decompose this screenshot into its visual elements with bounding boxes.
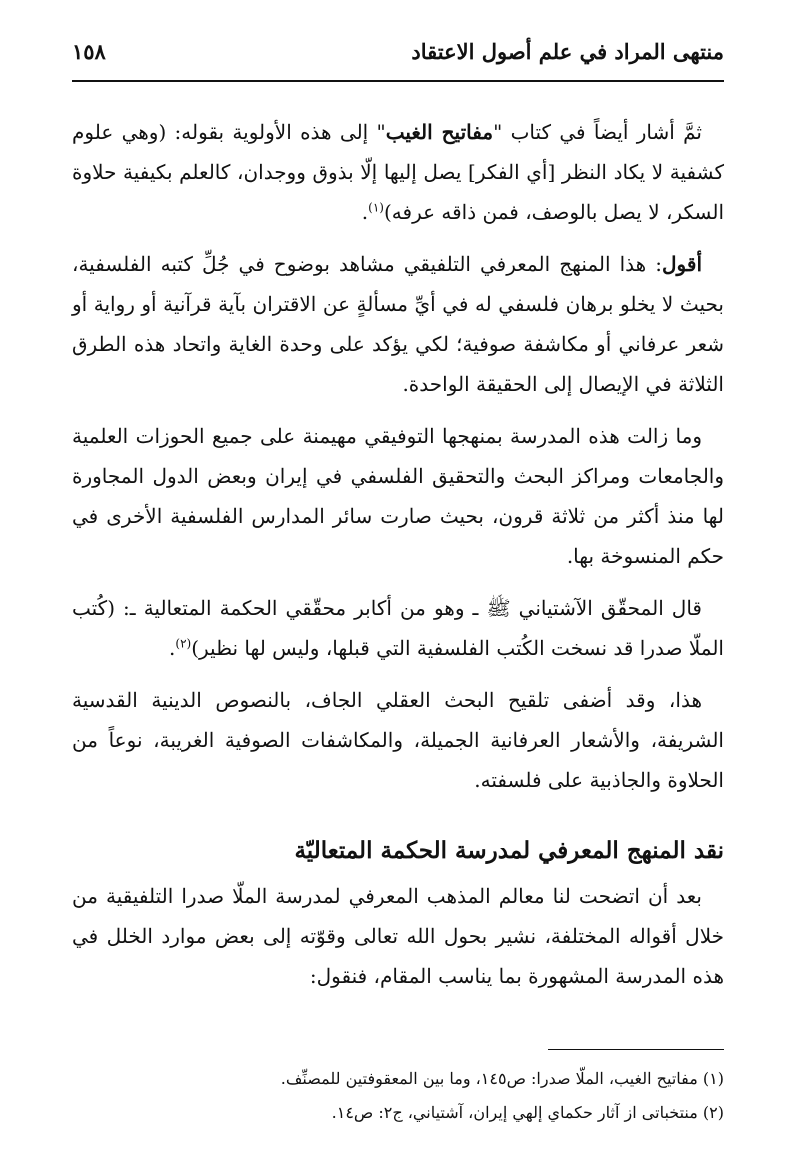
footnote-rule	[548, 1049, 724, 1050]
book-title: مفاتيح الغيب	[385, 120, 494, 144]
running-title: منتهى المراد في علم أصول الاعتقاد	[411, 38, 724, 64]
page-header	[72, 30, 724, 72]
footnote-1: (١) مفاتيح الغيب، الملّا صدرا: ص١٤٥، وما بين المعقوفتين للمصنِّف.	[280, 1069, 724, 1088]
paragraph-2-text: : هذا المنهج المعرفي التلفيقي مشاهد بوضوح في جُلِّ كتبه الفلسفية، بحيث لا يخلو برهان فلسفي له في أيِّ مسألةٍ عن الاقتران بآية قرآنية أو رواية أو شعر عرفاني أو مكاشفة صوفية؛ لكي يؤكد على وحدة الغاية واتحاد هذه الطرق الثلاثة في الإيصال إلى الحقيقة الواحدة.	[72, 252, 724, 396]
footnotes	[72, 1062, 724, 1130]
footnote-ref-1[interactable]: (١)	[368, 200, 384, 215]
footnote-ref-2[interactable]: (٢)	[175, 636, 192, 651]
section-heading: نقد المنهج المعرفي لمدرسة الحكمة المتعاليّة	[294, 837, 724, 864]
paragraph-2-lead: أقول	[662, 252, 702, 276]
paragraph-2	[72, 244, 724, 404]
paragraph-1	[72, 112, 724, 232]
main-text	[72, 112, 724, 1008]
header-rule	[72, 80, 724, 82]
paragraph-4	[72, 588, 724, 668]
paragraph-4-text: قال المحقّق الآشتياني ﷺ ـ وهو من أكابر محقّقي الحكمة المتعالية ـ: (كُتب الملّا صدرا قد نسخت الكُتب الفلسفية التي قبلها، وليس لها نظير)	[72, 596, 724, 660]
paragraph-1-intro: ثمَّ أشار أيضاً في كتاب "	[493, 120, 703, 144]
paragraph-4-end: .	[169, 636, 176, 660]
page-number: ١٥٨	[72, 38, 106, 64]
paragraph-1-end: .	[361, 200, 369, 224]
paragraph-5: هذا، وقد أضفى تلقيح البحث العقلي الجاف، بالنصوص الدينية القدسية الشريفة، والأشعار العرفانية الجميلة، والمكاشفات الصوفية الغريبة، نوعاً من الحلاوة والجاذبية على فلسفته.	[72, 688, 724, 792]
section-paragraph: بعد أن اتضحت لنا معالم المذهب المعرفي لمدرسة الملّا صدرا التلفيقية من خلال أقواله المختلفة، نشير بحول الله تعالى وقوّته إلى بعض موارد الخلل في هذه المدرسة المشهورة بما يناسب المقام، فنقول:	[72, 884, 724, 988]
footnote-2: (٢) منتخباتى از آثار حكماي إلهي إيران، آشتياني، ج٢: ص١٤.	[331, 1103, 724, 1122]
paragraph-1-rest: " إلى هذه الأولوية بقوله: (وهي علوم كشفية لا يكاد النظر [أي الفكر] يصل إليها إلّا بذوق ووجدان، كالعلم بكيفية حلاوة السكر، لا يصل بالوصف، فمن ذاقه عرفه)	[72, 120, 724, 224]
paragraph-3: وما زالت هذه المدرسة بمنهجها التوفيقي مهيمنة على جميع الحوزات العلمية والجامعات ومراكز البحث والتحقيق الفلسفي في إيران وبعض الدول المجاورة لها منذ أكثر من ثلاثة قرون، بحيث صارت سائر المدارس الفلسفية الأخرى في حكم المنسوخة بها.	[72, 424, 724, 568]
